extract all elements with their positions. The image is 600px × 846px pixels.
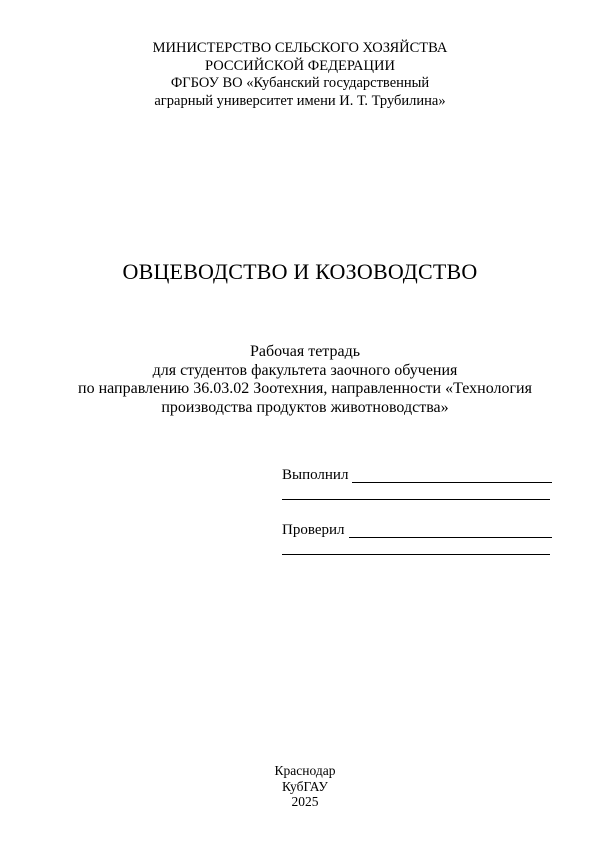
document-subtitle: [0, 343, 600, 417]
signature-block: [282, 466, 552, 555]
checked-by-line-2[interactable]: [282, 538, 550, 555]
checked-by-label: Проверил: [282, 522, 345, 538]
completed-by-row: [282, 466, 552, 483]
subtitle-line: Рабочая тетрадь: [249, 343, 361, 360]
imprint-footer: [0, 763, 600, 810]
ministry-header: [0, 40, 600, 110]
footer-publisher: КубГАУ: [282, 778, 328, 794]
header-line: РОССИЙСКОЙ ФЕДЕРАЦИИ: [205, 57, 395, 74]
header-line: ФГБОУ ВО «Кубанский государственный: [170, 75, 430, 91]
footer-city: Краснодар: [274, 763, 336, 778]
completed-by-line-2[interactable]: [282, 483, 550, 500]
document-title: ОВЦЕВОДСТВО И КОЗОВОДСТВО: [122, 259, 478, 284]
subtitle-line: производства продуктов животноводства»: [161, 398, 449, 416]
checked-by-line[interactable]: [349, 523, 553, 538]
completed-by-label: Выполнил: [282, 467, 349, 483]
subtitle-line: для студентов факультета заочного обучения: [152, 361, 458, 379]
completed-by-line[interactable]: [352, 468, 552, 483]
header-line: МИНИСТЕРСТВО СЕЛЬСКОГО ХОЗЯЙСТВА: [152, 40, 448, 56]
footer-year: 2025: [291, 794, 319, 809]
checked-by-row: [282, 521, 552, 538]
subtitle-line: по направлению 36.03.02 Зоотехния, направленности «Технология: [78, 380, 532, 397]
header-line: аграрный университет имени И. Т. Трубилина»: [154, 92, 446, 109]
